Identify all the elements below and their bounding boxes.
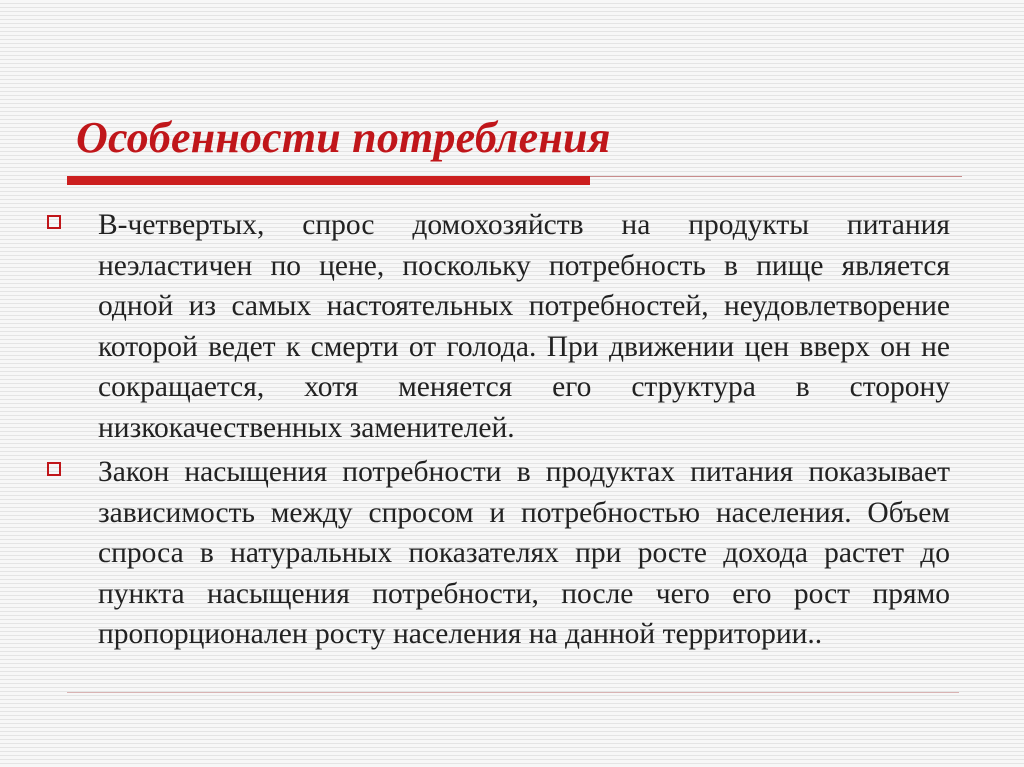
footer-rule: [67, 692, 959, 693]
slide-content: [0, 205, 1024, 655]
hollow-square-bullet-icon: [47, 215, 61, 229]
slide-title: Особенности потребления: [76, 113, 611, 162]
hollow-square-bullet-icon: [47, 462, 61, 476]
bullet-item: [0, 452, 1024, 655]
bullet-item: [0, 205, 1024, 448]
title-underline-bar: [67, 176, 590, 185]
bullet-text: Закон насыщения потребности в продуктах питания показывает зависимость между спросом и потребностью населения. Объем спроса в натуральных показателях при росте дохода растет до пункта насыщения потребности, после чего его рост прямо пропорционален росту населения на данной территории..: [98, 456, 950, 650]
bullet-text: В-четвертых, спрос домохозяйств на продукты питания неэластичен по цене, поскольку потребность в пище является одной из самых настоятельных потребностей, неудовлетворение которой ведет к смерти от голода. При движении цен вверх он не сокращается, хотя меняется его структура в сторону низкокачественных заменителей.: [98, 209, 950, 444]
title-underline-rule: [590, 176, 962, 177]
